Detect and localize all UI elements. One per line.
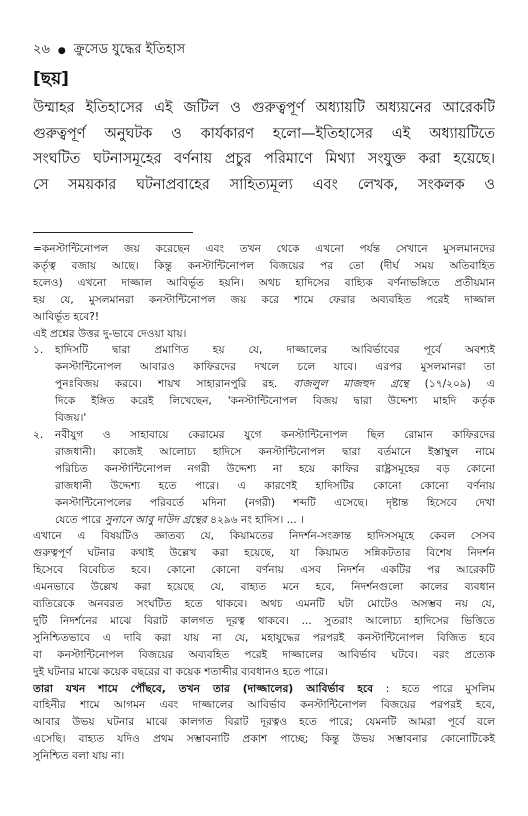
main-line: সে সময়কার ঘটনাপ্রবাহের সাহিত্যমূল্য এবং লেখক, সংকলক ও <box>33 176 495 193</box>
book-reference: সুনানে আবু দাউদ গ্রন্থের <box>104 513 207 526</box>
footnote <box>33 241 495 765</box>
main-line: উম্মাহর ইতিহাসের এই জটিল ও গুরুত্বপূর্ণ অধ্যায়টি অধ্যয়নের আরেকটি <box>33 100 495 116</box>
item-line: কনস্টান্টিনোপল আবারও কাফিরদের দখলে চলে যাবে। এরপর মুসলমানরা তা <box>55 361 495 374</box>
item-line: বিজয়।' <box>55 412 87 425</box>
footnote-line: =কনস্টান্টিনোপল জয় করেছেন এবং তখন থেকে এখনো পর্যন্ত সেখানে মুসলমানদের <box>33 243 495 255</box>
item-line: পুনঃবিজয় করবে। শায়খ সাহারানপুরি রহ. বাজলুল মাজহুদ গ্রন্থে (১৭/২০৯) এ <box>55 378 495 391</box>
main-line: সংঘটিত ঘটনাসমূহের বর্ণনায় প্রচুর পরিমাণে মিথ্যা সংযুক্ত করা হয়েছে। <box>33 151 495 167</box>
footnote-line: সুনিশ্চিতভাবে এ দাবি করা যায় না যে, মহাযুদ্ধের পরপরই কনস্টান্টিনোপল বিজিত হবে <box>33 631 495 644</box>
section-heading: [ছয়] <box>33 69 69 89</box>
main-text <box>33 96 495 198</box>
footnote-line: দুটি নিদর্শনের মাঝে বিরাট কালগত দূরত্ব থাকবে। ... সুতরাং আলোচ্য হাদিসের ভিত্তিতে <box>33 614 495 627</box>
page-number: ২৬ <box>33 42 50 57</box>
running-header <box>33 40 185 61</box>
answer-intro: এই প্রশ্নের উত্তর দু-ভাবে দেওয়া যায়। <box>33 327 187 340</box>
item-line: নবীযুগ ও সাহাবায়ে কেরামের যুগে কনস্টান্টিনোপল ছিল রোমান কাফিরদের <box>55 428 495 441</box>
footnote-line: এসেছি। বাহ্যত যদিও প্রথম সম্ভাবনাটি প্রকাশ পাচ্ছে; কিন্তু উভয় সম্ভাবনার কোনোটিকেই <box>33 733 495 746</box>
list-item <box>33 427 495 528</box>
item-line: যেতে পারে সুনানে আবু দাউদ গ্রন্থের ৪২৯৬ নং হাদিস। ... । <box>55 513 304 526</box>
footnote-line: তারা যখন শামে পৌঁছবে, তখন তার (দাজ্জালের) আবির্ভাব হবে : হতে পারে মুসলিম <box>33 682 495 695</box>
footnote-line: এমনভাবে উল্লেখ করা হয়েছে যে, বাহ্যত মনে হবে, নিদর্শনগুলো কালের ব্যবধান <box>33 581 495 594</box>
item-line: পরিচিত কনস্টান্টিনোপল নগরী উদ্দেশ্য না হয়ে কাফির রাষ্ট্রসমূহের বড় কোনো <box>55 462 495 475</box>
item-line: দিকে ইঙ্গিত করেই লিখেছেন, 'কনস্টান্টিনোপল বিজয় দ্বারা উদ্দেশ্য মাহদি কর্তৃক <box>55 395 495 408</box>
running-title: ক্রুসেড যুদ্ধের ইতিহাস <box>73 42 186 57</box>
bullet-icon: ● <box>57 45 66 56</box>
footnote-line: সুনিশ্চিত বলা যায় না। <box>33 750 125 763</box>
footnote-line: বাহিনীর শামে আগমন এবং দাজ্জালের আবির্ভাব কনস্টান্টিনোপল বিজয়ের পরপরই হবে, <box>33 699 495 712</box>
footnote-line: হলেও) এখনো দাজ্জাল আবির্ভূত হয়নি। অথচ হাদিসের বাহ্যিক বর্ণনাভঙ্গিতে প্রতীয়মান <box>33 276 495 289</box>
footnote-line: আবার উভয় ঘটনার মাঝে কালগত বিরাট দূরত্বও হতে পারে; যেমনটি আমরা পূর্বে বলে <box>33 716 495 729</box>
footnote-line: দুই ঘটনার মাঝে কয়েক বছরের বা কয়েক শতাব্দীর ব্যবধানও হতে পারে। <box>33 665 328 678</box>
main-line: গুরুত্বপূর্ণ অনুঘটক ও কার্যকারণ হলো—ইতিহাসের এই অধ্যায়টিতে <box>33 125 495 142</box>
item-line: রাজধানী উদ্দেশ্য হতে পারে। এ কারণেই হাদিসটির কোনো কোনো বর্ণনায় <box>55 479 495 492</box>
book-reference: বাজলুল মাজহুদ গ্রন্থে <box>293 378 409 391</box>
footnote-divider <box>33 232 193 233</box>
footnote-line: এখানে এ বিষয়টিও জ্ঞাতব্য যে, কিয়ামতের নিদর্শন-সংক্রান্ত হাদিসসমূহে কেবল সেসব <box>33 530 495 543</box>
footnote-line: গুরুত্বপূর্ণ ঘটনার কথাই উল্লেখ করা হয়েছে, যা কিয়ামত সন্নিকটতার বিশেষ নিদর্শন <box>33 547 495 560</box>
item-line: হাদিসটি দ্বারা প্রমাণিত হয় যে, দাজ্জালের আবির্ভাবের পূর্বে অবশ্যই <box>55 344 495 357</box>
footnote-line: বা কনস্টান্টিনোপল বিজয়ের অব্যবহিত পরেই দাজ্জালের আবির্ভাব ঘটবে। বরং প্রত্যেক <box>33 648 495 661</box>
footnote-line: কর্তৃত্ব বজায় আছে। কিন্তু কনস্টান্টিনোপল বিজয়ের পর তো (দীর্ঘ সময় অতিবাহিত <box>33 259 495 272</box>
list-item <box>33 342 495 427</box>
footnote-line: হয় যে, মুসলমানরা কনস্টান্টিনোপল জয় করে শামে ফেরার অব্যবহিত পরেই দাজ্জাল <box>33 293 495 306</box>
item-number: ২. <box>33 428 44 441</box>
footnote-line: আবির্ভূত হবে?! <box>33 310 100 323</box>
footnote-line: ব্যতিরেকে অনবরত সংঘটিত হতে থাকবে। অথচ এমনটি ঘটা মোটেও অসম্ভব নয় যে, <box>33 598 495 611</box>
bold-quote: তারা যখন শামে পৌঁছবে, তখন তার (দাজ্জালের) আবির্ভাব হবে <box>33 682 374 695</box>
item-line: কনস্টান্টিনোপলের পরিবর্তে মদিনা (নগরী) শব্দটি এসেছে। দৃষ্টান্ত হিসেবে দেখা <box>55 496 495 509</box>
item-line: রাজধানী। কাজেই আলোচ্য হাদিসে কনস্টান্টিনোপল দ্বারা বর্তমানে ইস্তাম্বুল নামে <box>55 445 495 458</box>
item-number: ১. <box>33 344 44 357</box>
footnote-line: হিসেবে বিবেচিত হবে। কোনো কোনো বর্ণনায় এসব নিদর্শন একটির পর আরেকটি <box>33 564 495 577</box>
